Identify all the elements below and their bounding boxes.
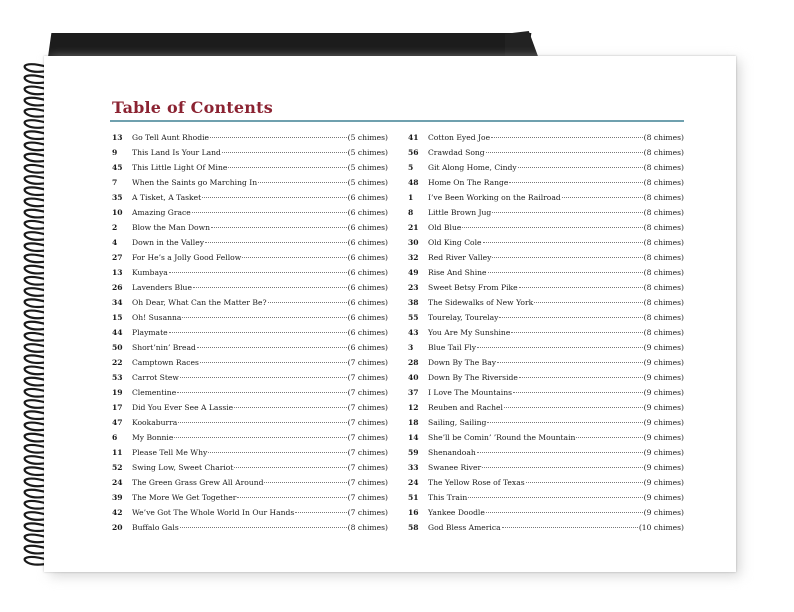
song-title: Kookaburra <box>132 418 178 427</box>
chimes-count: (9 chimes) <box>643 478 684 487</box>
song-title: Down By The Bay <box>428 358 497 367</box>
chimes-count: (8 chimes) <box>643 313 684 322</box>
chimes-count: (6 chimes) <box>347 193 388 202</box>
song-title: Swing Low, Sweet Chariot <box>132 463 234 472</box>
dot-leader <box>468 496 642 498</box>
song-number: 3 <box>408 343 414 352</box>
notebook-back-cover-corner <box>505 31 539 59</box>
dot-leader <box>519 376 643 378</box>
toc-entry <box>408 475 684 490</box>
song-number: 16 <box>408 508 419 517</box>
song-title: This Land Is Your Land <box>132 148 221 157</box>
song-number: 7 <box>112 178 118 187</box>
song-title: She’ll be Comin’ ’Round the Mountain <box>428 433 576 442</box>
chimes-count: (8 chimes) <box>643 208 684 217</box>
notebook-page <box>44 56 736 572</box>
chimes-count: (8 chimes) <box>643 268 684 277</box>
toc-entry <box>408 175 684 190</box>
toc-entry <box>408 325 684 340</box>
chimes-count: (6 chimes) <box>347 223 388 232</box>
song-number: 6 <box>112 433 118 442</box>
chimes-count: (9 chimes) <box>643 448 684 457</box>
chimes-count: (7 chimes) <box>347 418 388 427</box>
song-title: Blue Tail Fly <box>428 343 477 352</box>
toc-entry <box>408 205 684 220</box>
song-title: Yankee Doodle <box>428 508 485 517</box>
dot-leader <box>258 181 346 183</box>
dot-leader <box>491 136 643 138</box>
song-number: 13 <box>112 133 123 142</box>
toc-entry <box>112 475 388 490</box>
song-number: 30 <box>408 238 419 247</box>
dot-leader <box>513 391 643 393</box>
dot-leader <box>234 406 346 408</box>
song-title: Tourelay, Tourelay <box>428 313 499 322</box>
dot-leader <box>222 151 347 153</box>
toc-entry <box>112 220 388 235</box>
dot-leader <box>237 496 346 498</box>
toc-entry <box>408 235 684 250</box>
toc-entry <box>112 370 388 385</box>
song-number: 27 <box>112 253 123 262</box>
dot-leader <box>177 391 346 393</box>
dot-leader <box>462 226 642 228</box>
chimes-count: (9 chimes) <box>643 388 684 397</box>
dot-leader <box>497 361 643 363</box>
song-number: 44 <box>112 328 123 337</box>
toc-entry <box>112 175 388 190</box>
song-title: Lavenders Blue <box>132 283 192 292</box>
song-number: 42 <box>112 508 123 517</box>
song-number: 35 <box>112 193 123 202</box>
dot-leader <box>192 211 347 213</box>
toc-entry <box>112 445 388 460</box>
toc-entry <box>112 415 388 430</box>
song-title: You Are My Sunshine <box>428 328 511 337</box>
chimes-count: (9 chimes) <box>643 418 684 427</box>
song-number: 8 <box>408 208 414 217</box>
song-title: Please Tell Me Why <box>132 448 208 457</box>
dot-leader <box>210 136 347 138</box>
song-title: The Green Grass Grew All Around <box>132 478 264 487</box>
toc-entry <box>112 310 388 325</box>
dot-leader <box>562 196 643 198</box>
song-number: 19 <box>112 388 123 397</box>
song-number: 47 <box>112 418 123 427</box>
chimes-count: (8 chimes) <box>643 193 684 202</box>
song-title: Reuben and Rachel <box>428 403 503 412</box>
chimes-count: (6 chimes) <box>347 283 388 292</box>
toc-entry <box>408 505 684 520</box>
dot-leader <box>486 511 643 513</box>
song-title: Rise And Shine <box>428 268 487 277</box>
song-number: 24 <box>112 478 123 487</box>
chimes-count: (8 chimes) <box>643 253 684 262</box>
song-number: 32 <box>408 253 419 262</box>
song-number: 38 <box>408 298 419 307</box>
toc-entry <box>408 415 684 430</box>
dot-leader <box>202 196 346 198</box>
chimes-count: (6 chimes) <box>347 298 388 307</box>
song-title: Short’nin’ Bread <box>132 343 196 352</box>
toc-entry <box>408 220 684 235</box>
dot-leader <box>518 166 643 168</box>
chimes-count: (8 chimes) <box>643 163 684 172</box>
song-title: I Love The Mountains <box>428 388 513 397</box>
song-title: A Tisket, A Tasket <box>132 193 202 202</box>
chimes-count: (8 chimes) <box>643 178 684 187</box>
dot-leader <box>169 331 347 333</box>
song-title: Kumbaya <box>132 268 168 277</box>
dot-leader <box>193 286 347 288</box>
song-title: Sailing, Sailing <box>428 418 487 427</box>
toc-entry <box>408 460 684 475</box>
chimes-count: (10 chimes) <box>638 523 684 532</box>
song-title: Git Along Home, Cindy <box>428 163 517 172</box>
song-number: 9 <box>112 148 118 157</box>
song-number: 23 <box>408 283 419 292</box>
song-title: My Bonnie <box>132 433 174 442</box>
chimes-count: (8 chimes) <box>643 223 684 232</box>
toc-entry <box>408 355 684 370</box>
dot-leader <box>169 271 347 273</box>
song-number: 49 <box>408 268 419 277</box>
dot-leader <box>211 226 347 228</box>
toc-entry <box>408 295 684 310</box>
song-title: Oh! Susanna <box>132 313 182 322</box>
chimes-count: (7 chimes) <box>347 373 388 382</box>
song-title: Oh Dear, What Can the Matter Be? <box>132 298 267 307</box>
dot-leader <box>504 406 643 408</box>
song-title: The More We Get Together <box>132 493 237 502</box>
dot-leader <box>174 436 346 438</box>
dot-leader <box>477 346 643 348</box>
chimes-count: (6 chimes) <box>347 253 388 262</box>
chimes-count: (6 chimes) <box>347 328 388 337</box>
song-number: 43 <box>408 328 419 337</box>
song-number: 28 <box>408 358 419 367</box>
song-number: 50 <box>112 343 123 352</box>
song-title: Buffalo Gals <box>132 523 179 532</box>
song-number: 12 <box>408 403 419 412</box>
dot-leader <box>482 466 643 468</box>
toc-entry <box>112 235 388 250</box>
song-title: This Little Light Of Mine <box>132 163 228 172</box>
song-title: Old King Cole <box>428 238 482 247</box>
toc-entry <box>408 490 684 505</box>
toc-entry <box>408 310 684 325</box>
dot-leader <box>499 316 642 318</box>
chimes-count: (6 chimes) <box>347 208 388 217</box>
chimes-count: (9 chimes) <box>643 463 684 472</box>
song-title: I’ve Been Working on the Railroad <box>428 193 561 202</box>
toc-entry <box>408 250 684 265</box>
song-number: 34 <box>112 298 123 307</box>
song-number: 40 <box>408 373 419 382</box>
song-title: Down By The Riverside <box>428 373 518 382</box>
dot-leader <box>264 481 346 483</box>
toc-entry <box>112 280 388 295</box>
dot-leader <box>200 361 347 363</box>
song-number: 18 <box>408 418 419 427</box>
dot-leader <box>477 451 643 453</box>
song-title: For He’s a Jolly Good Fellow <box>132 253 242 262</box>
chimes-count: (8 chimes) <box>643 283 684 292</box>
song-number: 56 <box>408 148 419 157</box>
dot-leader <box>205 241 347 243</box>
dot-leader <box>576 436 642 438</box>
song-number: 22 <box>112 358 123 367</box>
toc-entry <box>112 295 388 310</box>
chimes-count: (7 chimes) <box>347 448 388 457</box>
chimes-count: (7 chimes) <box>347 463 388 472</box>
chimes-count: (9 chimes) <box>643 508 684 517</box>
song-title: Sweet Betsy From Pike <box>428 283 518 292</box>
song-title: God Bless America <box>428 523 501 532</box>
dot-leader <box>486 151 643 153</box>
song-title: Crawdad Song <box>428 148 485 157</box>
song-number: 55 <box>408 313 419 322</box>
chimes-count: (6 chimes) <box>347 238 388 247</box>
song-title: Red River Valley <box>428 253 492 262</box>
song-number: 24 <box>408 478 419 487</box>
song-title: The Sidewalks of New York <box>428 298 534 307</box>
song-number: 11 <box>112 448 123 457</box>
song-title: Playmate <box>132 328 168 337</box>
toc-entry <box>408 430 684 445</box>
chimes-count: (8 chimes) <box>347 523 388 532</box>
toc-entry <box>112 430 388 445</box>
chimes-count: (8 chimes) <box>643 238 684 247</box>
toc-entry <box>112 325 388 340</box>
song-title: We’ve Got The Whole World In Our Hands <box>132 508 295 517</box>
song-number: 20 <box>112 523 123 532</box>
dot-leader <box>208 451 346 453</box>
song-title: Did You Ever See A Lassie <box>132 403 234 412</box>
dot-leader <box>268 301 347 303</box>
song-title: Clementine <box>132 388 177 397</box>
dot-leader <box>487 421 642 423</box>
toc-entry <box>408 445 684 460</box>
dot-leader <box>534 301 642 303</box>
song-number: 41 <box>408 133 419 142</box>
chimes-count: (7 chimes) <box>347 403 388 412</box>
chimes-count: (9 chimes) <box>643 403 684 412</box>
dot-leader <box>242 256 346 258</box>
song-number: 39 <box>112 493 123 502</box>
toc-entry <box>408 400 684 415</box>
song-title: Cotton Eyed Joe <box>428 133 491 142</box>
song-number: 2 <box>112 223 118 232</box>
chimes-count: (5 chimes) <box>347 148 388 157</box>
dot-leader <box>511 331 642 333</box>
dot-leader <box>492 211 642 213</box>
chimes-count: (8 chimes) <box>643 133 684 142</box>
song-title: Shenandoah <box>428 448 476 457</box>
chimes-count: (9 chimes) <box>643 373 684 382</box>
toc-entry <box>408 370 684 385</box>
song-number: 48 <box>408 178 419 187</box>
dot-leader <box>502 526 638 528</box>
toc-entry <box>112 460 388 475</box>
chimes-count: (8 chimes) <box>643 298 684 307</box>
toc-entry <box>408 130 684 145</box>
dot-leader <box>509 181 642 183</box>
dot-leader <box>488 271 643 273</box>
toc-entry <box>408 265 684 280</box>
song-title: The Yellow Rose of Texas <box>428 478 525 487</box>
dot-leader <box>526 481 643 483</box>
song-number: 59 <box>408 448 419 457</box>
toc-entry <box>112 205 388 220</box>
chimes-count: (5 chimes) <box>347 178 388 187</box>
dot-leader <box>180 526 347 528</box>
song-number: 26 <box>112 283 123 292</box>
toc-entry <box>112 400 388 415</box>
song-title: Go Tell Aunt Rhodie <box>132 133 209 142</box>
chimes-count: (9 chimes) <box>643 493 684 502</box>
song-number: 14 <box>408 433 419 442</box>
chimes-count: (6 chimes) <box>347 268 388 277</box>
song-number: 21 <box>408 223 419 232</box>
chimes-count: (7 chimes) <box>347 508 388 517</box>
dot-leader <box>295 511 346 513</box>
title-divider <box>110 120 684 122</box>
dot-leader <box>228 166 346 168</box>
toc-entry <box>112 490 388 505</box>
chimes-count: (7 chimes) <box>347 493 388 502</box>
song-title: Down in the Valley <box>132 238 205 247</box>
song-number: 45 <box>112 163 123 172</box>
dot-leader <box>178 421 346 423</box>
song-number: 1 <box>408 193 414 202</box>
song-title: This Train <box>428 493 468 502</box>
chimes-count: (6 chimes) <box>347 313 388 322</box>
dot-leader <box>519 286 643 288</box>
song-title: Old Blue <box>428 223 462 232</box>
page-title: Table of Contents <box>112 98 273 117</box>
toc-entry <box>112 190 388 205</box>
song-number: 5 <box>408 163 414 172</box>
toc-entry <box>112 355 388 370</box>
chimes-count: (5 chimes) <box>347 163 388 172</box>
chimes-count: (9 chimes) <box>643 343 684 352</box>
chimes-count: (9 chimes) <box>643 358 684 367</box>
song-title: Swanee River <box>428 463 482 472</box>
chimes-count: (9 chimes) <box>643 433 684 442</box>
song-title: Home On The Range <box>428 178 509 187</box>
chimes-count: (8 chimes) <box>643 148 684 157</box>
song-number: 51 <box>408 493 419 502</box>
dot-leader <box>180 376 347 378</box>
toc-entry <box>408 520 684 535</box>
song-title: Carrot Stew <box>132 373 179 382</box>
toc-entry <box>112 520 388 535</box>
song-title: Amazing Grace <box>132 208 191 217</box>
chimes-count: (5 chimes) <box>347 133 388 142</box>
toc-entry <box>408 385 684 400</box>
toc-entry <box>112 145 388 160</box>
song-number: 52 <box>112 463 123 472</box>
song-number: 10 <box>112 208 123 217</box>
chimes-count: (7 chimes) <box>347 478 388 487</box>
chimes-count: (7 chimes) <box>347 388 388 397</box>
dot-leader <box>483 241 643 243</box>
toc-entry <box>408 190 684 205</box>
dot-leader <box>234 466 346 468</box>
toc-entry <box>112 505 388 520</box>
song-number: 13 <box>112 268 123 277</box>
dot-leader <box>492 256 642 258</box>
toc-right-column <box>408 130 684 535</box>
toc-entry <box>112 160 388 175</box>
song-number: 33 <box>408 463 419 472</box>
toc-entry <box>112 130 388 145</box>
chimes-count: (6 chimes) <box>347 343 388 352</box>
toc-entry <box>112 385 388 400</box>
toc-entry <box>408 280 684 295</box>
song-title: Blow the Man Down <box>132 223 211 232</box>
song-number: 15 <box>112 313 123 322</box>
toc-entry <box>112 250 388 265</box>
song-title: Camptown Races <box>132 358 199 367</box>
toc-entry <box>112 265 388 280</box>
song-number: 37 <box>408 388 419 397</box>
chimes-count: (7 chimes) <box>347 433 388 442</box>
dot-leader <box>182 316 346 318</box>
song-title: Little Brown Jug <box>428 208 492 217</box>
dot-leader <box>197 346 347 348</box>
song-number: 17 <box>112 403 123 412</box>
toc-entry <box>408 160 684 175</box>
notebook-back-cover <box>48 33 531 57</box>
song-number: 4 <box>112 238 118 247</box>
chimes-count: (7 chimes) <box>347 358 388 367</box>
toc-entry <box>112 340 388 355</box>
chimes-count: (8 chimes) <box>643 328 684 337</box>
toc-entry <box>408 340 684 355</box>
toc-left-column <box>112 130 388 535</box>
toc-entry <box>408 145 684 160</box>
song-number: 58 <box>408 523 419 532</box>
song-number: 53 <box>112 373 123 382</box>
song-title: When the Saints go Marching In <box>132 178 258 187</box>
